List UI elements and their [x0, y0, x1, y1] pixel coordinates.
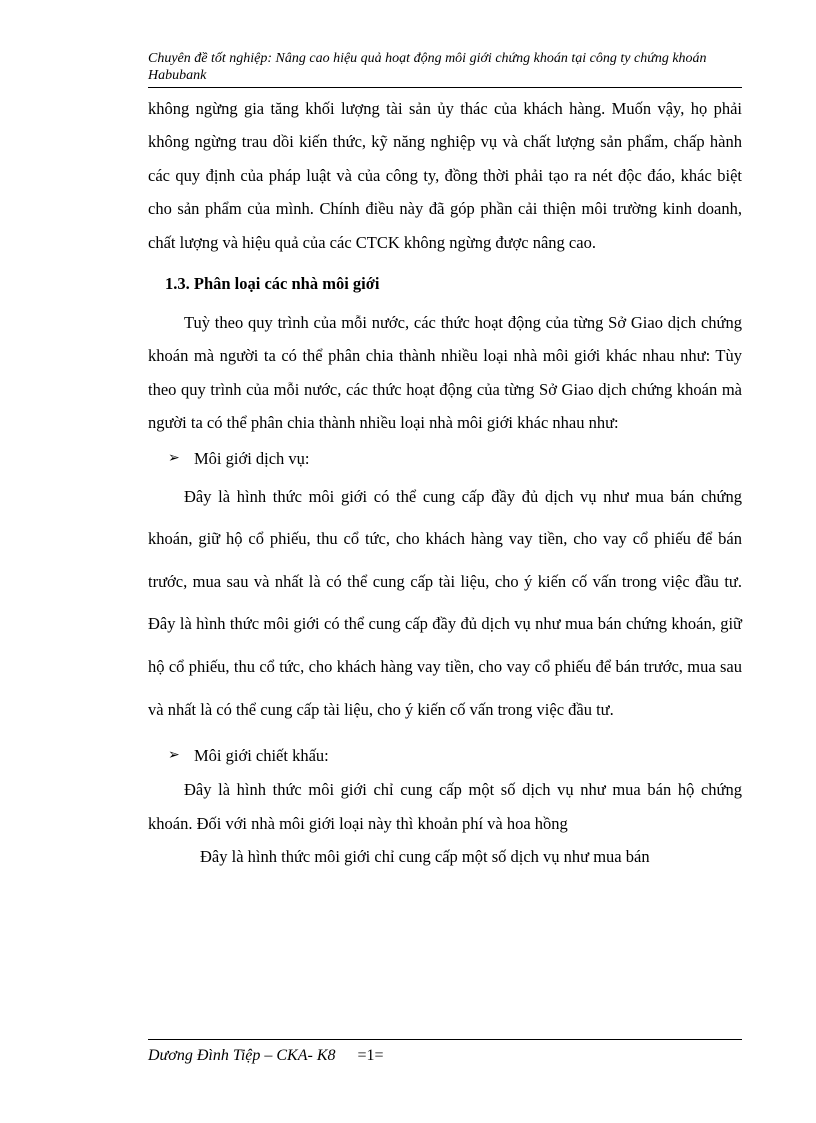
header-title: Chuyên đề tốt nghiệp: Nâng cao hiệu quả hoạt động môi giới chứng khoán tại công ty chứng khoán Habubank	[148, 51, 707, 83]
page-footer	[148, 1046, 384, 1066]
paragraph-discount-broker: Đây là hình thức môi giới chỉ cung cấp một số dịch vụ như mua bán hộ chứng khoán. Đối với nhà môi giới loại này thì khoản phí và hoa hồng	[148, 780, 742, 833]
page-number: =1=	[357, 1047, 384, 1064]
paragraph-discount-broker-repeat: Đây là hình thức môi giới chỉ cung cấp một số dịch vụ như mua bán	[200, 847, 650, 867]
footer-author: Dương Đình Tiệp – CKA- K8	[148, 1047, 336, 1064]
header-divider	[148, 87, 742, 88]
paragraph-intro-continued: không ngừng gia tăng khối lượng tài sản ủy thác của khách hàng. Muốn vậy, họ phải không ngừng trau dồi kiến thức, kỹ năng nghiệp vụ và chất lượng sản phẩm, chấp hành các quy định của pháp luật và của công ty, đồng thời phải tạo ra nét độc đáo, khác biệt cho sản phẩm của mình. Chính điều này đã góp phần cải thiện môi trường kinh doanh, chất lượng và hiệu quả của các CTCK không ngừng được nâng cao.	[148, 99, 742, 252]
bullet-item-discount-broker	[168, 739, 742, 773]
footer-divider	[148, 1039, 742, 1040]
page-body	[148, 90, 742, 873]
bullet-label: Môi giới chiết khấu:	[194, 746, 329, 766]
paragraph-classification: Tuỳ theo quy trình của mỗi nước, các thức hoạt động của từng Sở Giao dịch chứng khoán mà người ta có thể phân chia thành nhiều loại nhà môi giới khác nhau như: Tùy theo quy trình của mỗi nước, các thức hoạt động của từng Sở Giao dịch chứng khoán mà người ta có thể phân chia thành nhiều loại nhà môi giới khác nhau như:	[148, 313, 742, 433]
paragraph-service-broker: Đây là hình thức môi giới có thể cung cấp đầy đủ dịch vụ như mua bán chứng khoán, giữ hộ cổ phiếu, thu cổ tức, cho khách hàng vay tiền, cho vay cổ phiếu để bán trước, mua sau và nhất là có thể cung cấp tài liệu, cho ý kiến cố vấn trong việc đầu tư. Đây là hình thức môi giới có thể cung cấp đầy đủ dịch vụ như mua bán chứng khoán, giữ hộ cổ phiếu, thu cổ tức, cho khách hàng vay tiền, cho vay cổ phiếu để bán trước, mua sau và nhất là có thể cung cấp tài liệu, cho ý kiến cố vấn trong việc đầu tư.	[148, 486, 742, 719]
arrow-bullet-icon: ➢	[168, 748, 180, 764]
page-header	[148, 50, 742, 84]
bullet-item-service-broker	[168, 442, 742, 476]
section-heading: 1.3. Phân loại các nhà môi giới	[165, 274, 380, 294]
arrow-bullet-icon: ➢	[168, 450, 180, 466]
bullet-label: Môi giới dịch vụ:	[194, 448, 310, 468]
